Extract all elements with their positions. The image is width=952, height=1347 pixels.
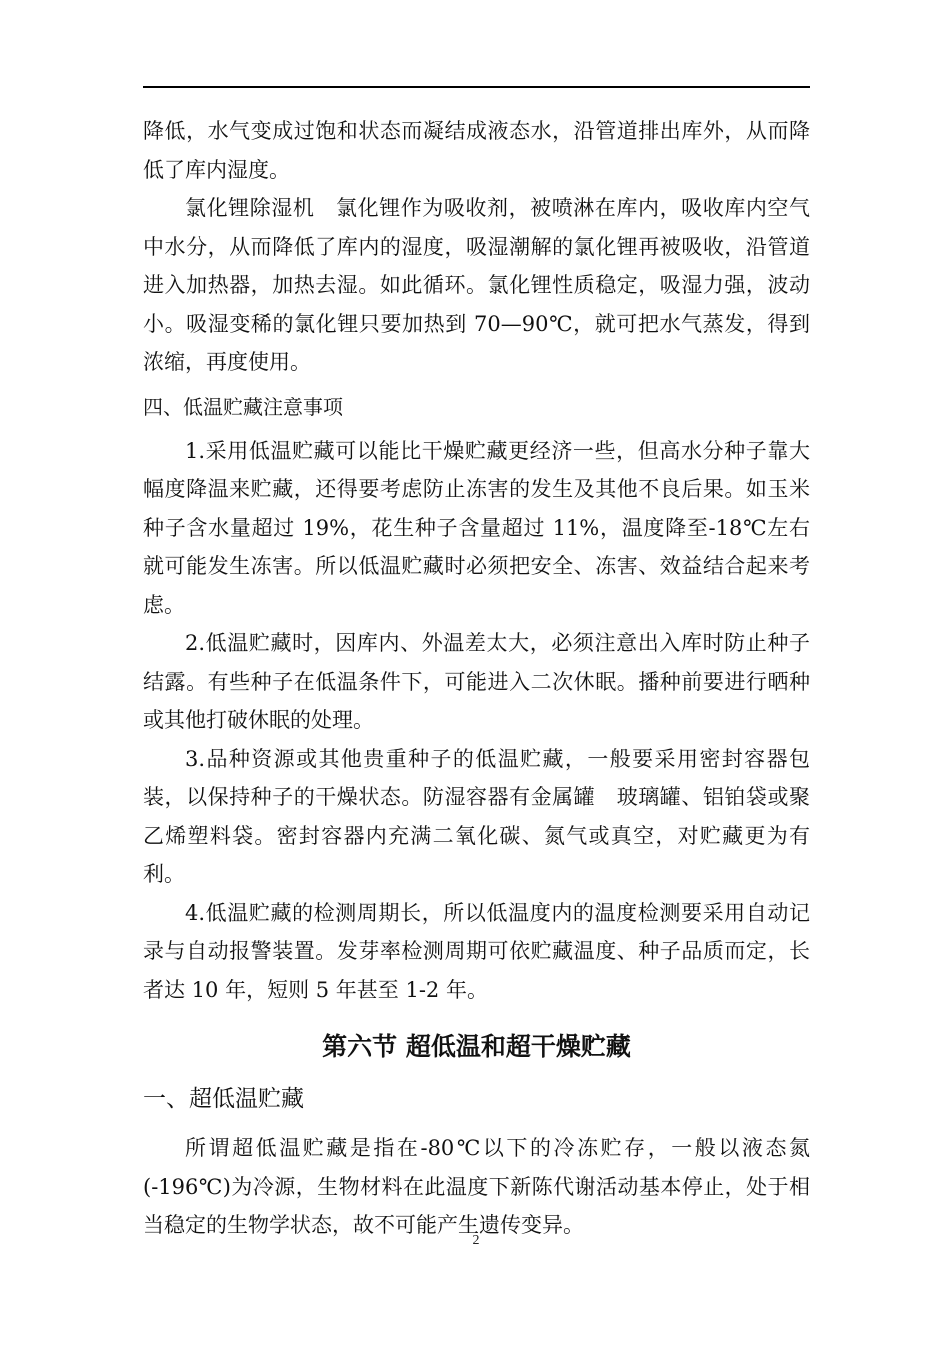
- list-item-2: 2.低温贮藏时，因库内、外温差太大，必须注意出入库时防止种子结露。有些种子在低温条件下，可能进入二次休眠。播种前要进行晒种或其他打破休眠的处理。: [143, 631, 810, 732]
- paragraph-ultra-low-temp-intro: 所谓超低温贮藏是指在-80℃以下的冷冻贮存，一般以液态氮(-196℃)为冷源，生物材料在此温度下新陈代谢活动基本停止，处于相当稳定的生物学状态，故不可能产生遗传变异。: [143, 1136, 810, 1237]
- heading-low-temp-notes: 四、低温贮藏注意事项: [143, 394, 343, 419]
- paragraph-licl-dehumidifier: 氯化锂除湿机 氯化锂作为吸收剂，被喷淋在库内，吸收库内空气中水分，从而降低了库内的湿度，吸湿潮解的氯化锂再被吸收，沿管道进入加热器，加热去湿。如此循环。氯化锂性质稳定，吸湿力强，波动小。吸湿变稀的氯化锂只要加热到 70—90℃，就可把水气蒸发，得到浓缩，再度使用。: [143, 196, 810, 374]
- page-number: 2: [472, 1233, 480, 1248]
- paragraph-dehumidify-cont: 降低，水气变成过饱和状态而凝结成液态水，沿管道排出库外，从而降低了库内湿度。: [143, 119, 810, 182]
- document-body: [143, 112, 810, 1245]
- list-item-1: 1.采用低温贮藏可以能比干燥贮藏更经济一些，但高水分种子靠大幅度降温来贮藏，还得要考虑防止冻害的发生及其他不良后果。如玉米种子含水量超过 19%，花生种子含量超过 11%，温度降至-18℃左右就可能发生冻害。所以低温贮藏时必须把安全、冻害、效益结合起来考虑。: [143, 438, 810, 617]
- section-title: 第六节 超低温和超干燥贮藏: [322, 1032, 631, 1061]
- list-item-3: 3.品种资源或其他贵重种子的低温贮藏，一般要采用密封容器包装，以保持种子的干燥状态。防湿容器有金属罐 玻璃罐、铝铂袋或聚乙烯塑料袋。密封容器内充满二氧化碳、氮气或真空，对贮藏更为有利。: [143, 746, 810, 886]
- list-item-4: 4.低温贮藏的检测周期长，所以低温度内的温度检测要采用自动记录与自动报警装置。发芽率检测周期可依贮藏温度、种子品质而定，长者达 10 年，短则 5 年甚至 1-2 年。: [143, 900, 810, 1002]
- header-rule: [143, 86, 810, 88]
- sub-heading-ultra-low-temp: 一、超低温贮藏: [143, 1086, 304, 1112]
